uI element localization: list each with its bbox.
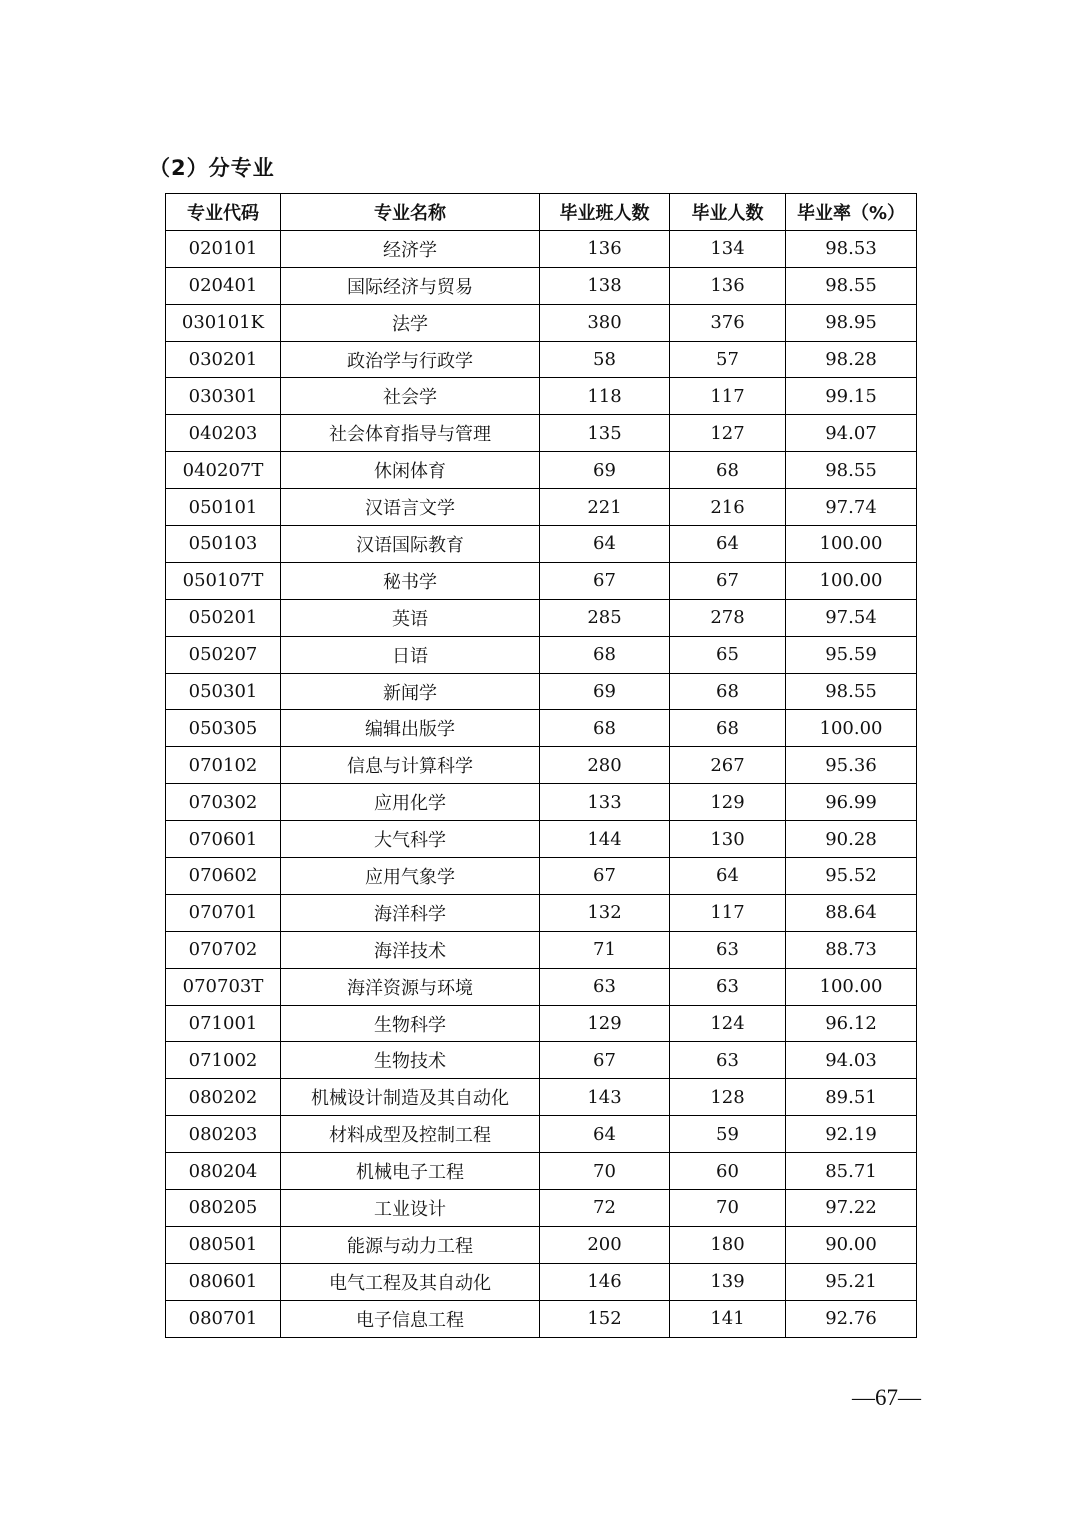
cell-major-code: 070701 (166, 894, 281, 931)
cell-class-count: 280 (540, 747, 670, 784)
cell-graduate-count: 64 (670, 858, 786, 895)
table-row (166, 747, 917, 784)
cell-class-count: 380 (540, 304, 670, 341)
cell-graduate-count: 59 (670, 1116, 786, 1153)
table-row (166, 489, 917, 526)
cell-graduation-rate: 98.55 (786, 267, 917, 304)
cell-major-code: 030101K (166, 304, 281, 341)
cell-major-code: 050301 (166, 673, 281, 710)
cell-major-name: 国际经济与贸易 (281, 267, 540, 304)
cell-major-name: 休闲体育 (281, 452, 540, 489)
cell-graduate-count: 57 (670, 341, 786, 378)
cell-graduate-count: 278 (670, 599, 786, 636)
header-graduate-count: 毕业人数 (670, 194, 786, 231)
cell-major-name: 秘书学 (281, 562, 540, 599)
cell-graduation-rate: 97.22 (786, 1190, 917, 1227)
cell-major-code: 080205 (166, 1190, 281, 1227)
table-row (166, 894, 917, 931)
cell-graduate-count: 127 (670, 415, 786, 452)
cell-major-name: 政治学与行政学 (281, 341, 540, 378)
cell-major-code: 050103 (166, 526, 281, 563)
cell-graduate-count: 68 (670, 673, 786, 710)
cell-major-name: 材料成型及控制工程 (281, 1116, 540, 1153)
cell-major-code: 030201 (166, 341, 281, 378)
cell-class-count: 69 (540, 452, 670, 489)
table-row (166, 526, 917, 563)
cell-major-name: 海洋技术 (281, 931, 540, 968)
cell-major-code: 020101 (166, 230, 281, 267)
cell-graduate-count: 376 (670, 304, 786, 341)
cell-graduation-rate: 94.03 (786, 1042, 917, 1079)
cell-graduate-count: 128 (670, 1079, 786, 1116)
cell-graduation-rate: 100.00 (786, 526, 917, 563)
cell-graduate-count: 64 (670, 526, 786, 563)
cell-major-name: 社会学 (281, 378, 540, 415)
table-row (166, 341, 917, 378)
cell-major-code: 030301 (166, 378, 281, 415)
cell-class-count: 285 (540, 599, 670, 636)
table-body (166, 230, 917, 1337)
cell-major-name: 能源与动力工程 (281, 1226, 540, 1263)
table-row (166, 1116, 917, 1153)
table-row (166, 858, 917, 895)
cell-graduate-count: 67 (670, 562, 786, 599)
section-title: （2）分专业 (149, 156, 275, 180)
cell-major-name: 工业设计 (281, 1190, 540, 1227)
cell-major-code: 080701 (166, 1300, 281, 1337)
cell-major-code: 070102 (166, 747, 281, 784)
cell-major-code: 070602 (166, 858, 281, 895)
cell-graduate-count: 68 (670, 710, 786, 747)
cell-major-name: 新闻学 (281, 673, 540, 710)
table-row (166, 230, 917, 267)
cell-major-name: 应用化学 (281, 784, 540, 821)
cell-graduation-rate: 96.99 (786, 784, 917, 821)
cell-major-name: 生物技术 (281, 1042, 540, 1079)
cell-class-count: 129 (540, 1005, 670, 1042)
cell-major-name: 机械设计制造及其自动化 (281, 1079, 540, 1116)
cell-graduate-count: 129 (670, 784, 786, 821)
cell-class-count: 136 (540, 230, 670, 267)
cell-major-name: 英语 (281, 599, 540, 636)
cell-class-count: 70 (540, 1153, 670, 1190)
cell-graduate-count: 117 (670, 378, 786, 415)
table-row (166, 304, 917, 341)
table-row (166, 673, 917, 710)
cell-graduate-count: 136 (670, 267, 786, 304)
cell-graduation-rate: 88.64 (786, 894, 917, 931)
cell-major-name: 法学 (281, 304, 540, 341)
cell-class-count: 135 (540, 415, 670, 452)
cell-graduation-rate: 92.76 (786, 1300, 917, 1337)
cell-graduate-count: 68 (670, 452, 786, 489)
cell-graduation-rate: 100.00 (786, 710, 917, 747)
cell-graduation-rate: 88.73 (786, 931, 917, 968)
cell-major-name: 汉语言文学 (281, 489, 540, 526)
table-row (166, 415, 917, 452)
cell-class-count: 221 (540, 489, 670, 526)
cell-major-code: 080202 (166, 1079, 281, 1116)
cell-graduation-rate: 90.28 (786, 821, 917, 858)
cell-class-count: 67 (540, 1042, 670, 1079)
cell-graduate-count: 141 (670, 1300, 786, 1337)
cell-major-code: 020401 (166, 267, 281, 304)
cell-graduation-rate: 100.00 (786, 562, 917, 599)
cell-major-name: 生物科学 (281, 1005, 540, 1042)
cell-class-count: 146 (540, 1263, 670, 1300)
table-row (166, 562, 917, 599)
cell-class-count: 152 (540, 1300, 670, 1337)
cell-major-code: 080601 (166, 1263, 281, 1300)
cell-major-code: 080501 (166, 1226, 281, 1263)
cell-graduate-count: 124 (670, 1005, 786, 1042)
cell-major-name: 海洋资源与环境 (281, 968, 540, 1005)
cell-major-name: 社会体育指导与管理 (281, 415, 540, 452)
header-graduation-rate: 毕业率（%） (786, 194, 917, 231)
cell-class-count: 200 (540, 1226, 670, 1263)
cell-class-count: 64 (540, 526, 670, 563)
page-number: —67— (852, 1385, 921, 1410)
table-row (166, 968, 917, 1005)
cell-class-count: 58 (540, 341, 670, 378)
cell-graduation-rate: 96.12 (786, 1005, 917, 1042)
cell-graduate-count: 63 (670, 931, 786, 968)
cell-major-code: 040203 (166, 415, 281, 452)
cell-class-count: 69 (540, 673, 670, 710)
cell-major-name: 机械电子工程 (281, 1153, 540, 1190)
cell-graduation-rate: 97.54 (786, 599, 917, 636)
table-row (166, 1005, 917, 1042)
cell-major-code: 050101 (166, 489, 281, 526)
cell-class-count: 138 (540, 267, 670, 304)
table-row (166, 1190, 917, 1227)
cell-major-code: 080204 (166, 1153, 281, 1190)
cell-major-code: 070302 (166, 784, 281, 821)
cell-major-name: 大气科学 (281, 821, 540, 858)
cell-class-count: 133 (540, 784, 670, 821)
cell-major-code: 070702 (166, 931, 281, 968)
table-row (166, 1153, 917, 1190)
cell-major-name: 日语 (281, 636, 540, 673)
cell-graduation-rate: 95.36 (786, 747, 917, 784)
cell-graduate-count: 65 (670, 636, 786, 673)
cell-major-code: 040207T (166, 452, 281, 489)
cell-graduation-rate: 85.71 (786, 1153, 917, 1190)
cell-graduation-rate: 95.59 (786, 636, 917, 673)
cell-class-count: 64 (540, 1116, 670, 1153)
table-header-row (166, 194, 917, 231)
table-row (166, 1042, 917, 1079)
table-row (166, 378, 917, 415)
cell-graduation-rate: 100.00 (786, 968, 917, 1005)
header-class-count: 毕业班人数 (540, 194, 670, 231)
cell-major-name: 编辑出版学 (281, 710, 540, 747)
cell-major-code: 080203 (166, 1116, 281, 1153)
cell-graduation-rate: 92.19 (786, 1116, 917, 1153)
cell-graduate-count: 139 (670, 1263, 786, 1300)
table-row (166, 1079, 917, 1116)
cell-graduate-count: 180 (670, 1226, 786, 1263)
cell-graduation-rate: 98.95 (786, 304, 917, 341)
table-row (166, 1263, 917, 1300)
cell-class-count: 68 (540, 636, 670, 673)
cell-class-count: 118 (540, 378, 670, 415)
cell-class-count: 71 (540, 931, 670, 968)
table-row (166, 784, 917, 821)
table-row (166, 267, 917, 304)
cell-graduation-rate: 98.53 (786, 230, 917, 267)
cell-graduate-count: 60 (670, 1153, 786, 1190)
cell-graduate-count: 267 (670, 747, 786, 784)
cell-graduation-rate: 98.55 (786, 673, 917, 710)
table-row (166, 636, 917, 673)
cell-major-code: 070703T (166, 968, 281, 1005)
cell-graduation-rate: 97.74 (786, 489, 917, 526)
table-row (166, 599, 917, 636)
cell-class-count: 143 (540, 1079, 670, 1116)
cell-graduate-count: 117 (670, 894, 786, 931)
cell-class-count: 68 (540, 710, 670, 747)
cell-graduation-rate: 89.51 (786, 1079, 917, 1116)
table-row (166, 1226, 917, 1263)
cell-class-count: 72 (540, 1190, 670, 1227)
cell-major-name: 经济学 (281, 230, 540, 267)
cell-graduation-rate: 90.00 (786, 1226, 917, 1263)
cell-graduation-rate: 98.28 (786, 341, 917, 378)
cell-class-count: 144 (540, 821, 670, 858)
cell-major-code: 050207 (166, 636, 281, 673)
cell-class-count: 67 (540, 562, 670, 599)
cell-major-code: 071002 (166, 1042, 281, 1079)
cell-class-count: 63 (540, 968, 670, 1005)
cell-graduation-rate: 95.21 (786, 1263, 917, 1300)
cell-major-name: 信息与计算科学 (281, 747, 540, 784)
cell-major-name: 汉语国际教育 (281, 526, 540, 563)
table-row (166, 931, 917, 968)
graduation-rate-table (165, 193, 917, 1338)
cell-major-code: 050305 (166, 710, 281, 747)
cell-graduation-rate: 98.55 (786, 452, 917, 489)
cell-major-name: 海洋科学 (281, 894, 540, 931)
cell-graduate-count: 130 (670, 821, 786, 858)
cell-class-count: 67 (540, 858, 670, 895)
header-major-name: 专业名称 (281, 194, 540, 231)
cell-graduate-count: 63 (670, 1042, 786, 1079)
cell-class-count: 132 (540, 894, 670, 931)
table-row (166, 1300, 917, 1337)
table-row (166, 710, 917, 747)
cell-major-code: 070601 (166, 821, 281, 858)
cell-major-code: 050201 (166, 599, 281, 636)
table-row (166, 452, 917, 489)
cell-graduation-rate: 99.15 (786, 378, 917, 415)
cell-graduate-count: 63 (670, 968, 786, 1005)
cell-graduation-rate: 94.07 (786, 415, 917, 452)
cell-major-name: 应用气象学 (281, 858, 540, 895)
cell-graduate-count: 216 (670, 489, 786, 526)
cell-major-code: 050107T (166, 562, 281, 599)
cell-major-name: 电气工程及其自动化 (281, 1263, 540, 1300)
table-row (166, 821, 917, 858)
cell-graduate-count: 134 (670, 230, 786, 267)
cell-major-code: 071001 (166, 1005, 281, 1042)
cell-graduate-count: 70 (670, 1190, 786, 1227)
cell-graduation-rate: 95.52 (786, 858, 917, 895)
header-major-code: 专业代码 (166, 194, 281, 231)
cell-major-name: 电子信息工程 (281, 1300, 540, 1337)
